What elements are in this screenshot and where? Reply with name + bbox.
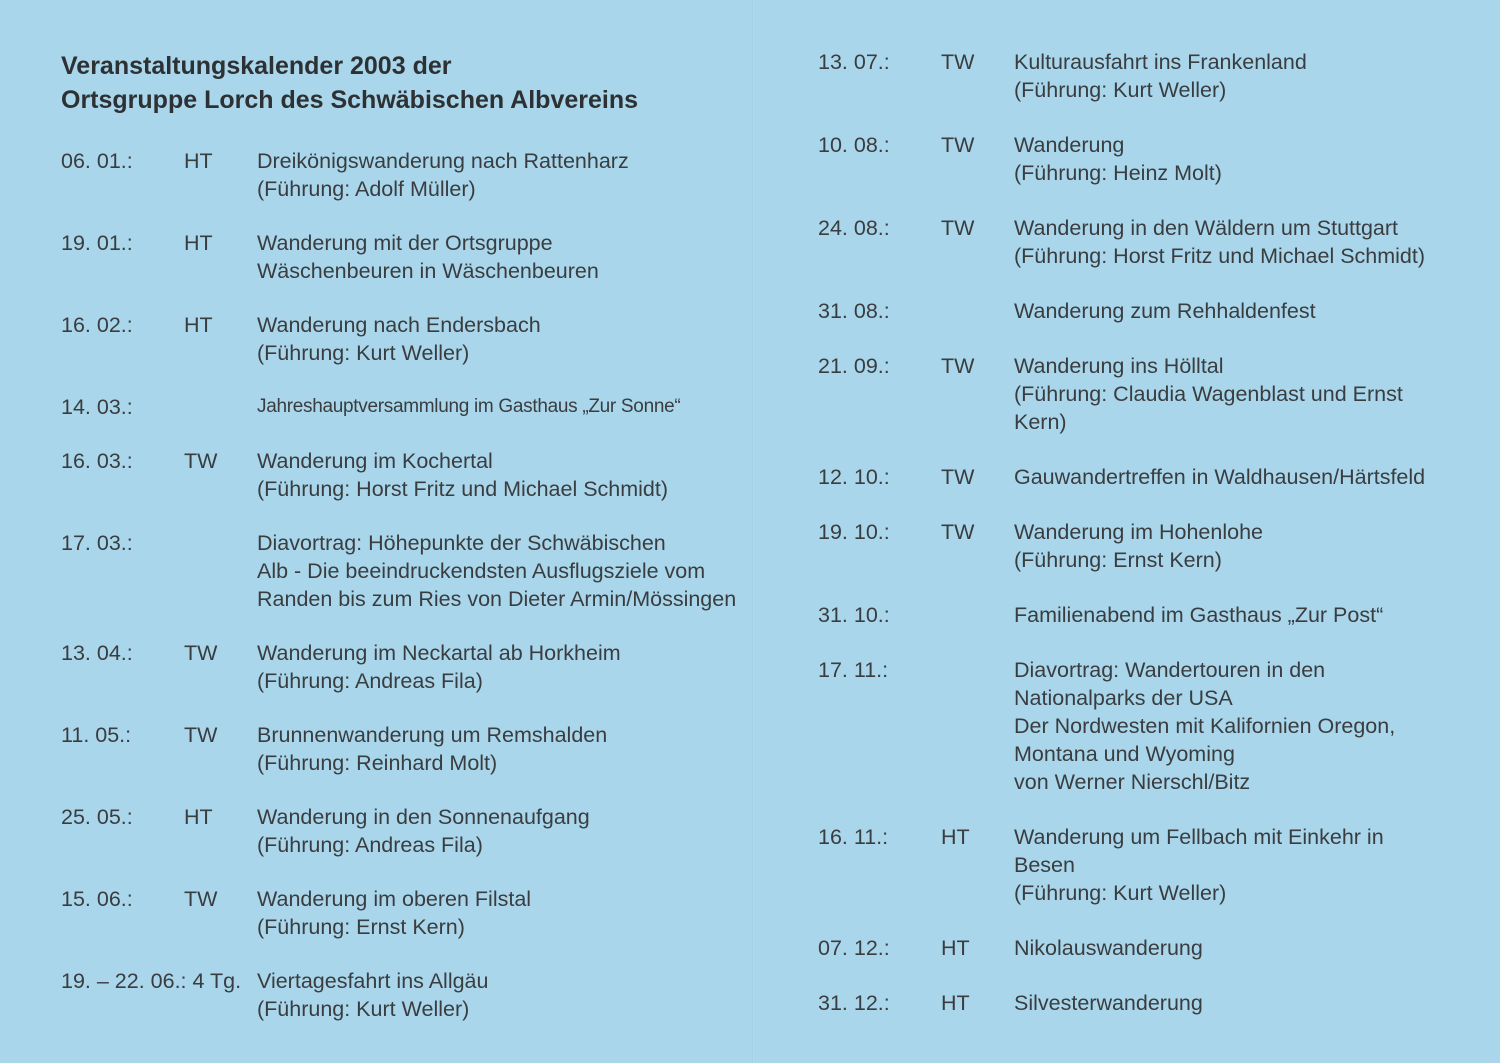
event-type: TW — [941, 216, 975, 240]
calendar-title — [61, 49, 638, 117]
event-description: Wanderung im Kochertal (Führung: Horst Fritz und Michael Schmidt) — [257, 449, 669, 501]
event-entry — [61, 447, 741, 503]
event-entry — [818, 131, 1490, 187]
event-entry — [818, 989, 1490, 1017]
event-entry — [818, 934, 1490, 962]
title-line-1: Veranstaltungskalender 2003 der — [61, 52, 452, 80]
event-entry — [61, 639, 741, 695]
event-description: Wanderung mit der Ortsgruppe Wäschenbeuren in Wäschenbeuren — [257, 231, 599, 283]
event-date: 12. 10.: — [818, 465, 890, 489]
event-type: TW — [941, 465, 975, 489]
event-date: 31. 08.: — [818, 299, 890, 323]
event-date: 16. 02.: — [61, 313, 133, 337]
event-date: 24. 08.: — [818, 216, 890, 240]
event-date: 31. 12.: — [818, 991, 890, 1015]
event-type: HT — [184, 313, 213, 337]
event-entry — [61, 529, 741, 613]
event-description: Wanderung um Fellbach mit Einkehr in Besen (Führung: Kurt Weller) — [1014, 825, 1384, 905]
event-description: Wanderung nach Endersbach (Führung: Kurt Weller) — [257, 313, 541, 365]
event-description: Wanderung zum Rehhaldenfest — [1014, 299, 1316, 323]
page-fold — [752, 0, 754, 1063]
event-description: Gauwandertreffen in Waldhausen/Härtsfeld — [1014, 465, 1426, 489]
event-description: Brunnenwanderung um Remshalden (Führung: Reinhard Molt) — [257, 723, 608, 775]
event-entry — [61, 721, 741, 777]
event-date: 21. 09.: — [818, 354, 890, 378]
event-date: 13. 07.: — [818, 50, 890, 74]
event-description: Wanderung (Führung: Heinz Molt) — [1014, 133, 1222, 185]
event-date: 14. 03.: — [61, 395, 133, 419]
event-entry — [61, 803, 741, 859]
event-type: HT — [184, 231, 213, 255]
event-date: 19. 10.: — [818, 520, 890, 544]
event-entry — [61, 311, 741, 367]
event-entry — [61, 229, 741, 285]
event-entry — [61, 885, 741, 941]
event-date: 16. 03.: — [61, 449, 133, 473]
event-type: TW — [184, 887, 218, 911]
event-date: 31. 10.: — [818, 603, 890, 627]
event-date: 25. 05.: — [61, 805, 133, 829]
event-description: Kulturausfahrt ins Frankenland (Führung: Kurt Weller) — [1014, 50, 1307, 102]
event-date: 19. – 22. 06.: 4 Tg. — [61, 969, 242, 993]
event-type: TW — [184, 449, 218, 473]
event-description: Diavortrag: Wandertouren in den Nationalparks der USA Der Nordwesten mit Kalifornien Oregon, Montana und Wyoming von Werner Nierschl/Bitz — [1014, 658, 1396, 794]
event-date: 11. 05.: — [61, 723, 132, 747]
event-entry — [818, 297, 1490, 325]
event-type: TW — [941, 354, 975, 378]
event-date: 10. 08.: — [818, 133, 890, 157]
event-entry — [61, 147, 741, 203]
event-description: Wanderung im Neckartal ab Horkheim (Führung: Andreas Fila) — [257, 641, 621, 693]
event-entry — [818, 823, 1490, 907]
event-description: Nikolauswanderung — [1014, 936, 1203, 960]
event-entry — [61, 967, 741, 1023]
event-date: 17. 11.: — [818, 658, 889, 682]
event-entry — [818, 656, 1490, 796]
event-description: Familienabend im Gasthaus „Zur Post“ — [1014, 603, 1384, 627]
event-description: Wanderung im Hohenlohe (Führung: Ernst Kern) — [1014, 520, 1263, 572]
event-entry — [818, 48, 1490, 104]
left-column — [61, 147, 741, 1049]
event-description: Wanderung in den Wäldern um Stuttgart (Führung: Horst Fritz und Michael Schmidt) — [1014, 216, 1426, 268]
event-type: HT — [184, 149, 213, 173]
title-line-2: Ortsgruppe Lorch des Schwäbischen Albvereins — [61, 86, 639, 114]
event-date: 19. 01.: — [61, 231, 133, 255]
event-type: HT — [184, 805, 213, 829]
event-entry — [818, 463, 1490, 491]
event-type: TW — [184, 723, 218, 747]
event-description: Viertagesfahrt ins Allgäu (Führung: Kurt Weller) — [257, 969, 489, 1021]
event-description: Wanderung ins Hölltal (Führung: Claudia Wagenblast und Ernst Kern) — [1014, 354, 1403, 434]
event-type: TW — [184, 641, 218, 665]
event-type: HT — [941, 936, 970, 960]
event-description: Diavortrag: Höhepunkte der Schwäbischen Alb - Die beeindruckendsten Ausflugsziele vom Randen bis zum Ries von Dieter Armin/Mössingen — [257, 531, 737, 611]
event-entry — [818, 352, 1490, 436]
event-date: 13. 04.: — [61, 641, 133, 665]
event-date: 17. 03.: — [61, 531, 133, 555]
event-type: HT — [941, 991, 970, 1015]
event-description: Wanderung im oberen Filstal (Führung: Ernst Kern) — [257, 887, 532, 939]
event-date: 16. 11.: — [818, 825, 889, 849]
event-date: 07. 12.: — [818, 936, 890, 960]
event-entry — [61, 393, 741, 421]
event-description: Jahreshauptversammlung im Gasthaus „Zur Sonne“ — [257, 396, 681, 417]
event-entry — [818, 518, 1490, 574]
event-description: Wanderung in den Sonnenaufgang (Führung: Andreas Fila) — [257, 805, 590, 857]
event-description: Silvesterwanderung — [1014, 991, 1203, 1015]
event-type: TW — [941, 50, 975, 74]
event-type: TW — [941, 133, 975, 157]
right-column — [818, 48, 1490, 1044]
event-description: Dreikönigswanderung nach Rattenharz (Führung: Adolf Müller) — [257, 149, 629, 201]
event-entry — [818, 214, 1490, 270]
event-type: HT — [941, 825, 970, 849]
event-type: TW — [941, 520, 975, 544]
event-entry — [818, 601, 1490, 629]
event-date: 06. 01.: — [61, 149, 133, 173]
event-date: 15. 06.: — [61, 887, 133, 911]
